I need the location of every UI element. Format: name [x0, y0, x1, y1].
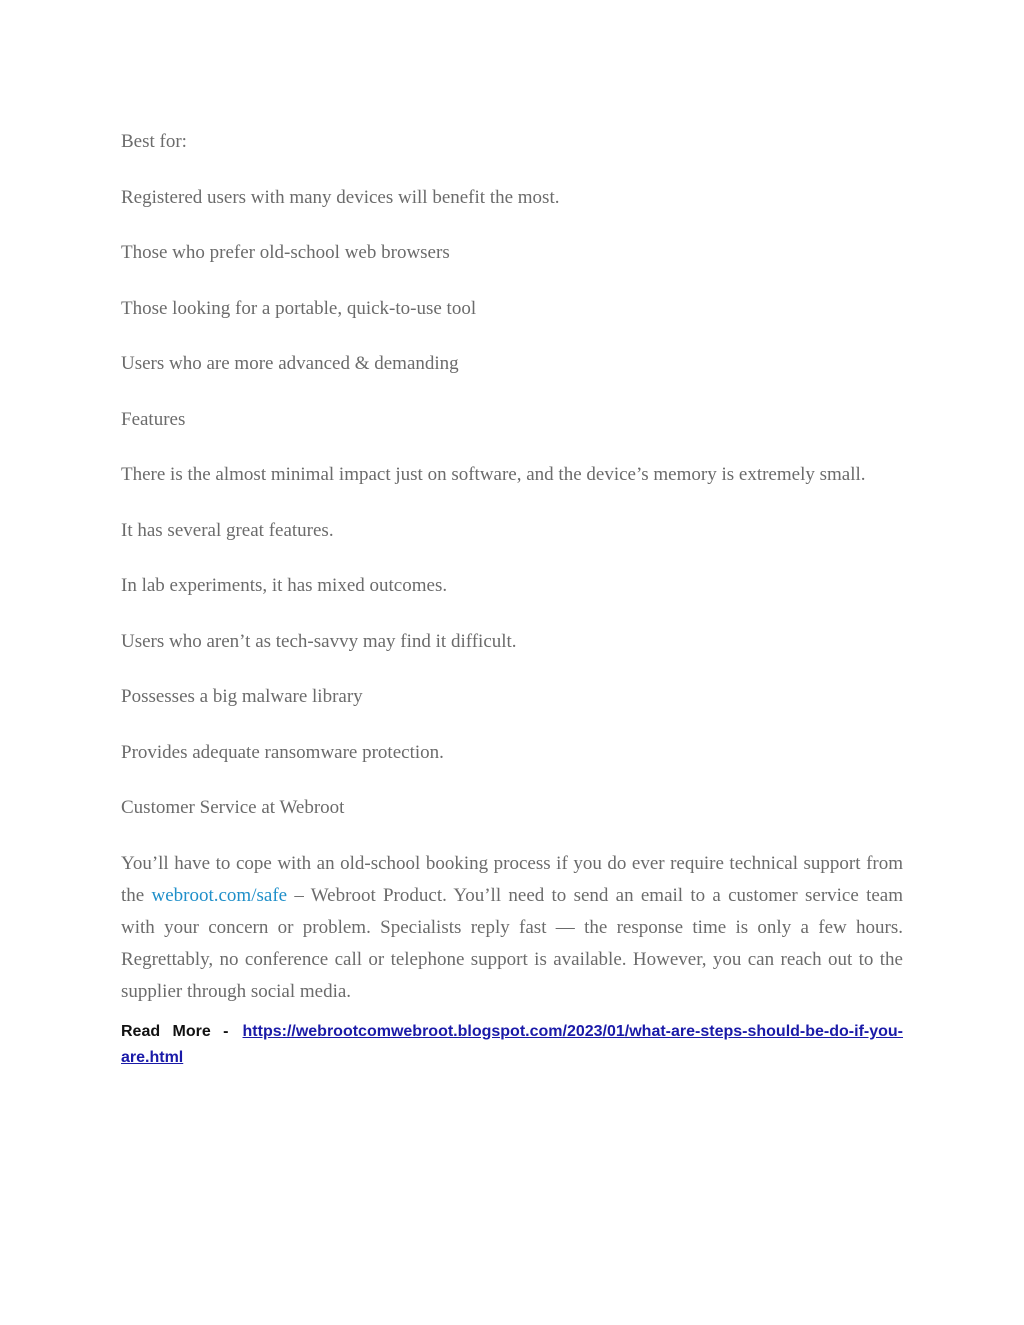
paragraph-support-details: [121, 848, 903, 1008]
paragraph-minimal-impact: There is the almost minimal impact just on software, and the device’s memory is extremely small.: [121, 464, 866, 485]
paragraph-registered-users: Registered users with many devices will benefit the most.: [121, 186, 560, 208]
read-more-line: [121, 1019, 903, 1071]
paragraph-features-heading: Features: [121, 408, 186, 430]
paragraph-advanced-users: Users who are more advanced & demanding: [121, 353, 459, 374]
paragraph-ransomware-protection: Provides adequate ransomware protection.: [121, 741, 444, 763]
paragraph-customer-service-heading: Customer Service at Webroot: [121, 797, 345, 818]
document-body: [121, 126, 903, 1071]
paragraph-tech-savvy: Users who aren’t as tech-savvy may find it difficult.: [121, 630, 517, 652]
paragraph-malware-library: Possesses a big malware library: [121, 686, 363, 707]
paragraph-portable-tool: Those looking for a portable, quick-to-use tool: [121, 297, 477, 319]
paragraph-lab-experiments: In lab experiments, it has mixed outcomes.: [121, 575, 448, 596]
read-more-url-link[interactable]: https://webrootcomwebroot.blogspot.com/2023/01/what-are-steps-should-be-do-if-you-are.html: [121, 1023, 903, 1066]
support-text-after-link: – Webroot Product. You’ll need to send an email to a customer service team with your concern or problem. Specialists reply fast — the response time is only a few hours. Regrettably, no conference call or telephone support is available. However, you can reach out to the supplier through social media.: [121, 884, 903, 1002]
paragraph-great-features: It has several great features.: [121, 519, 334, 541]
paragraph-best-for: Best for:: [121, 131, 187, 152]
paragraph-old-school-browsers: Those who prefer old-school web browsers: [121, 242, 450, 263]
read-more-label: Read More -: [121, 1023, 229, 1040]
support-text-before-link: You’ll have to cope with an old-school booking process if you do ever require technical support from the: [121, 852, 903, 906]
webroot-safe-link[interactable]: webroot.com/safe: [151, 884, 288, 906]
